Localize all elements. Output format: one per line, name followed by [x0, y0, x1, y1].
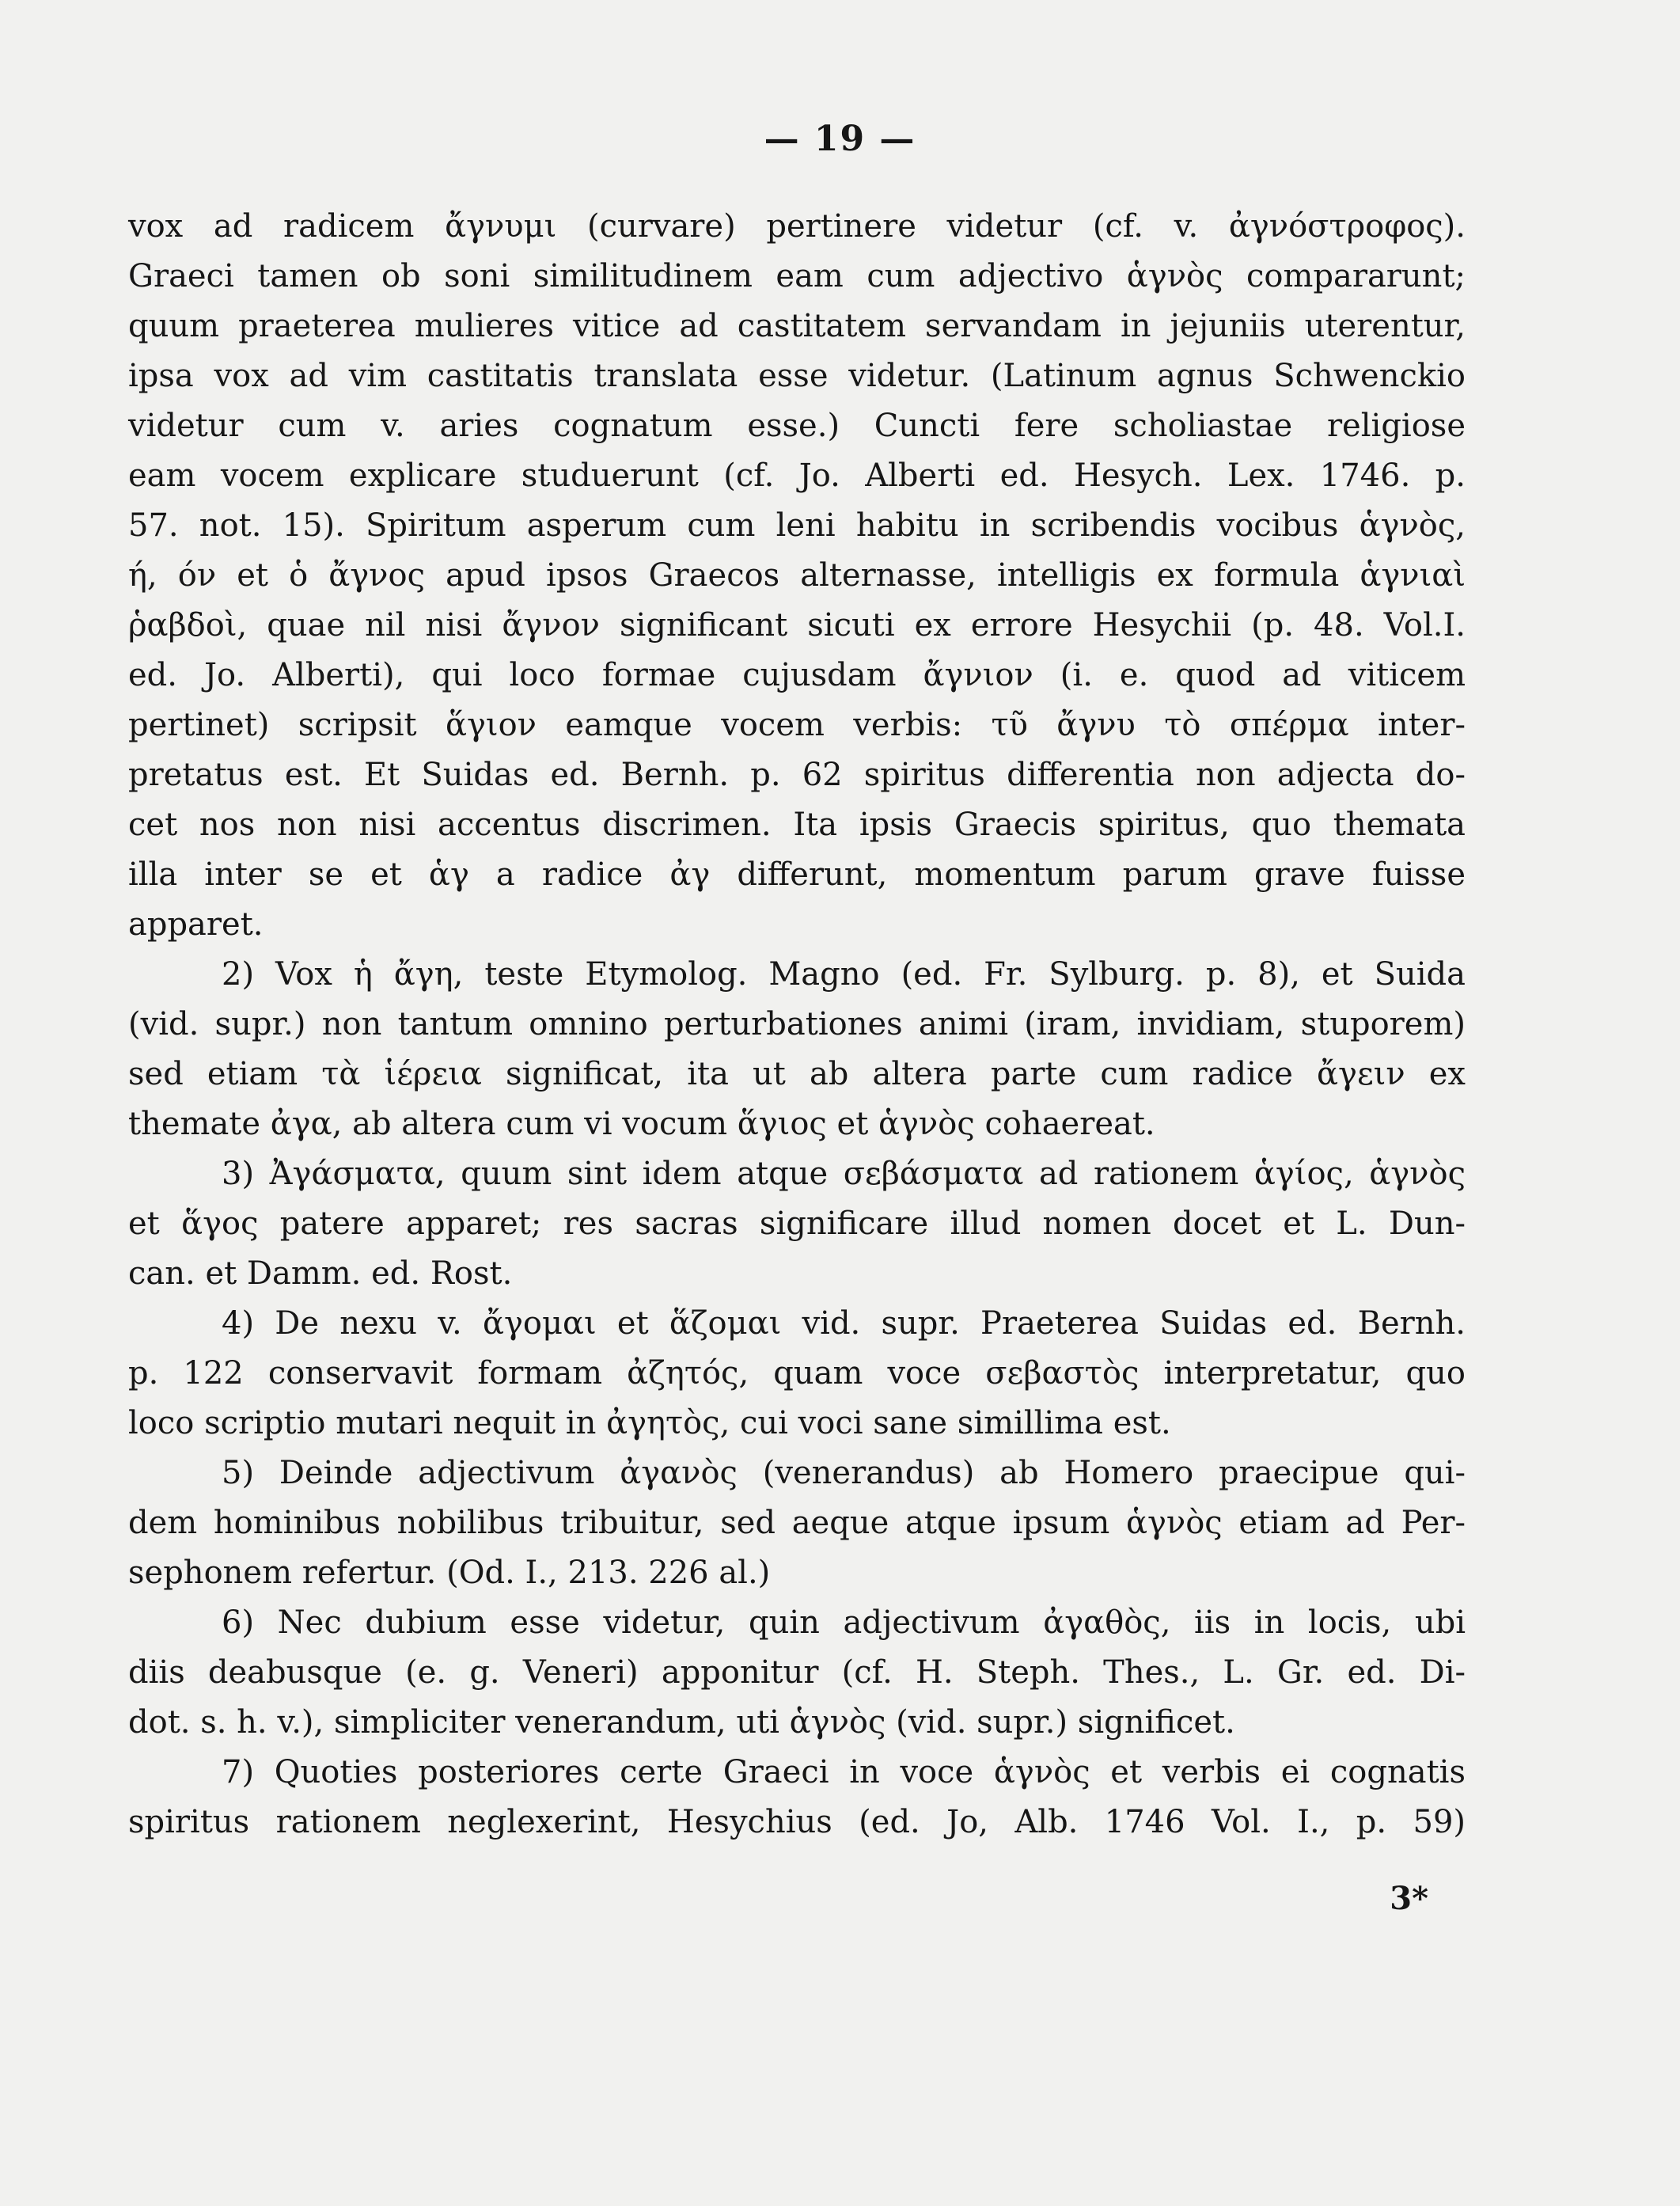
page-number: — 19 — — [764, 119, 916, 159]
text-line: dem hominibus nobilibus tribuitur, sed aeque atque ipsum ἁγνὸς etiam ad Per- — [128, 1505, 1466, 1541]
text-line: eam vocem explicare studuerunt (cf. Jo. Alberti ed. Hesych. Lex. 1746. p. — [128, 458, 1466, 494]
text-line: p. 122 conservavit formam ἀζητός, quam voce σεβαστὸς interpretatur, quo — [128, 1355, 1466, 1392]
text-line: ῥαβδοὶ, quae nil nisi ἄγνον significant sicuti ex errore Hesychii (p. 48. Vol.I. — [128, 607, 1466, 644]
signature-mark: 3* — [1390, 1880, 1428, 1917]
text-line: cet nos non nisi accentus discrimen. Ita ipsis Graecis spiritus, quo themata — [128, 807, 1466, 843]
text-line: 6) Nec dubium esse videtur, quin adjectivum ἀγαθὸς, iis in locis, ubi — [222, 1604, 1466, 1641]
text-line: 5) Deinde adjectivum ἀγανὸς (venerandus) ab Homero praecipue qui- — [222, 1455, 1466, 1491]
text-line: loco scriptio mutari nequit in ἀγητὸς, cui voci sane simillima est. — [128, 1405, 1171, 1441]
text-line: themate ἀγα, ab altera cum vi vocum ἅγιος et ἁγνὸς cohaereat. — [128, 1106, 1155, 1142]
text-line: ή, όν et ὁ ἄγνος apud ipsos Graecos alternasse, intelligis ex formula ἁγνιαὶ — [128, 557, 1466, 594]
text-line: sed etiam τὰ ἱέρεια significat, ita ut ab altera parte cum radice ἄγειν ex — [128, 1056, 1466, 1092]
text-body — [128, 202, 1466, 1847]
text-line: illa inter se et ἁγ a radice ἀγ differunt, momentum parum grave fuisse — [128, 856, 1466, 893]
text-line: can. et Damm. ed. Rost. — [128, 1255, 513, 1292]
text-line: ipsa vox ad vim castitatis translata esse videtur. (Latinum agnus Schwenckio — [128, 358, 1466, 394]
text-line: (vid. supr.) non tantum omnino perturbationes animi (iram, invidiam, stuporem) — [128, 1006, 1466, 1042]
text-line: apparet. — [128, 906, 264, 943]
text-line: vox ad radicem ἄγνυμι (curvare) pertinere videtur (cf. v. ἀγνόστροφος). — [128, 208, 1466, 245]
text-line: quum praeterea mulieres vitice ad castitatem servandam in jejuniis uterentur, — [128, 308, 1466, 344]
text-line: pertinet) scripsit ἅγιον eamque vocem verbis: τῦ ἄγνυ τὸ σπέρμα inter- — [128, 707, 1466, 743]
text-line: sephonem refertur. (Od. I., 213. 226 al.) — [128, 1555, 771, 1591]
text-line: diis deabusque (e. g. Veneri) apponitur (cf. H. Steph. Thes., L. Gr. ed. Di- — [128, 1654, 1466, 1691]
text-line: et ἅγος patere apparet; res sacras significare illud nomen docet et L. Dun- — [128, 1206, 1466, 1242]
text-line: ed. Jo. Alberti), qui loco formae cujusdam ἄγνιον (i. e. quod ad viticem — [128, 657, 1466, 693]
text-line: Graeci tamen ob soni similitudinem eam cum adjectivo ἁγνὸς compararunt; — [128, 258, 1466, 294]
text-line: videtur cum v. aries cognatum esse.) Cuncti fere scholiastae religiose — [128, 408, 1466, 444]
text-line: 2) Vox ἡ ἄγη, teste Etymolog. Magno (ed. Fr. Sylburg. p. 8), et Suida — [222, 956, 1466, 993]
text-line: 57. not. 15). Spiritum asperum cum leni habitu in scribendis vocibus ἁγνὸς, — [128, 507, 1466, 544]
text-line: pretatus est. Et Suidas ed. Bernh. p. 62 spiritus differentia non adjecta do- — [128, 757, 1466, 793]
text-line: 4) De nexu v. ἄγομαι et ἅζομαι vid. supr. Praeterea Suidas ed. Bernh. — [222, 1305, 1466, 1342]
text-line: 7) Quoties posteriores certe Graeci in voce ἁγνὸς et verbis ei cognatis — [222, 1754, 1466, 1790]
text-line: 3) Ἀγάσματα, quum sint idem atque σεβάσματα ad rationem ἁγίος, ἁγνὸς — [222, 1156, 1466, 1192]
text-line: spiritus rationem neglexerint, Hesychius (ed. Jo, Alb. 1746 Vol. I., p. 59) — [128, 1804, 1466, 1840]
text-line: dot. s. h. v.), simpliciter venerandum, uti ἁγνὸς (vid. supr.) significet. — [128, 1704, 1235, 1741]
